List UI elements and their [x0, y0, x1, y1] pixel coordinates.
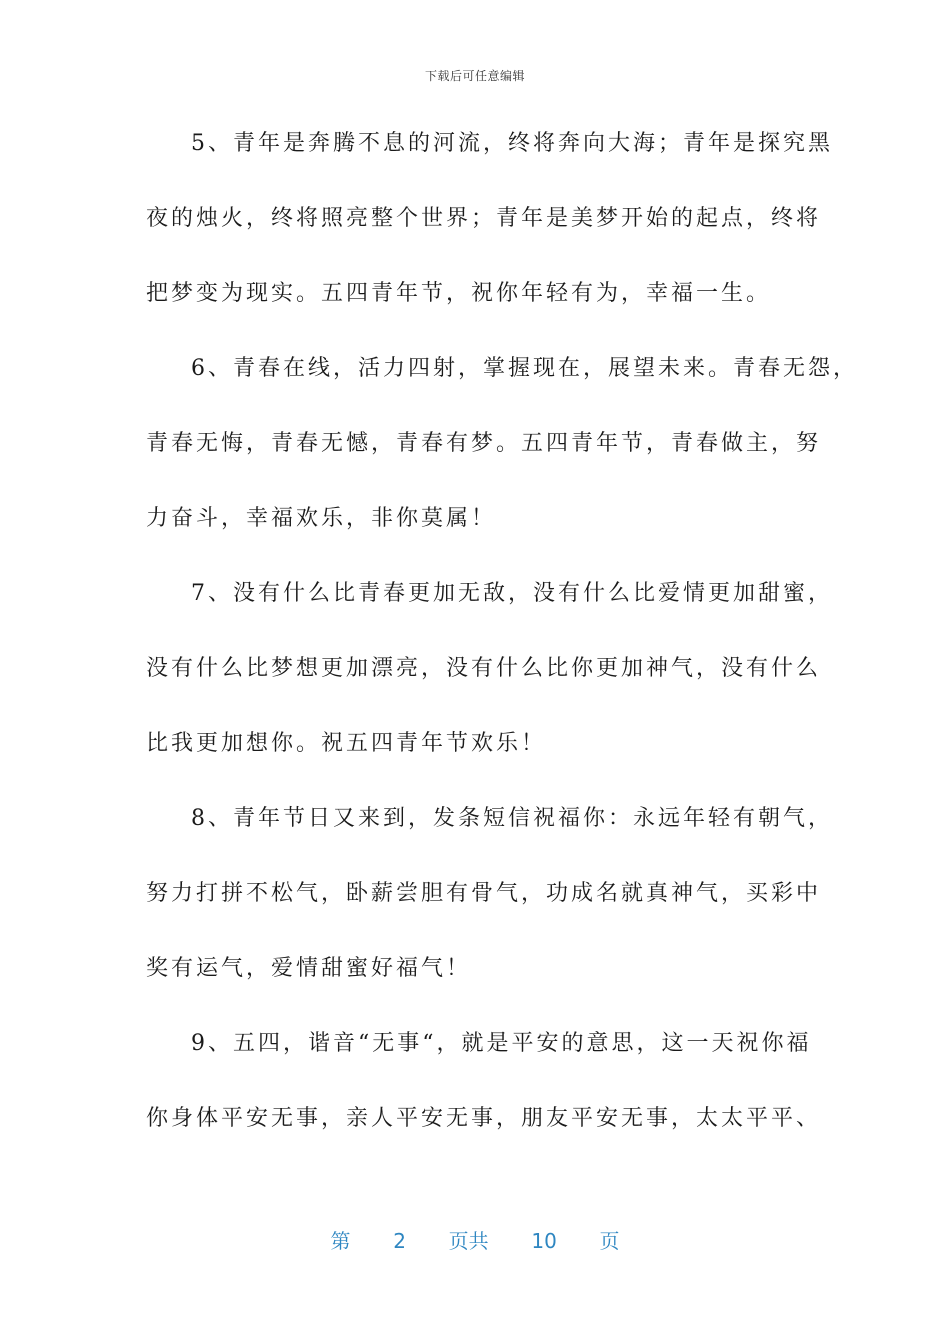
paragraph-6-line-3: 力奋斗，幸福欢乐，非你莫属！	[146, 506, 497, 531]
paragraph-7-line-3: 比我更加想你。祝五四青年节欢乐！	[146, 731, 547, 756]
page-footer	[0, 1225, 950, 1254]
paragraph-8-line-3: 奖有运气，爱情甜蜜好福气！	[146, 956, 472, 981]
paragraph-6-line-2: 青春无悔，青春无憾，青春有梦。五四青年节，青春做主，努	[146, 431, 822, 456]
header-note: 下载后可任意编辑	[424, 69, 525, 83]
page-number: 2	[393, 1229, 406, 1253]
paragraph-6-line-1: 6、青春在线，活力四射，掌握现在，展望未来。青春无怨，	[191, 356, 858, 381]
paragraph-5-line-1: 5、青年是奔腾不息的河流，终将奔向大海；青年是探究黑	[191, 131, 833, 156]
paragraph-9-line-1: 9、五四，谐音“无事“，就是平安的意思，这一天祝你福	[191, 1031, 812, 1056]
paragraph-5-line-2: 夜的烛火，终将照亮整个世界；青年是美梦开始的起点，终将	[146, 206, 822, 231]
total-pages: 10	[531, 1229, 557, 1253]
page-middle: 页共	[448, 1229, 489, 1253]
paragraph-8-line-1: 8、青年节日又来到，发条短信祝福你：永远年轻有朝气，	[191, 806, 833, 831]
paragraph-7-line-1: 7、没有什么比青春更加无敌，没有什么比爱情更加甜蜜，	[191, 581, 833, 606]
paragraph-7-line-2: 没有什么比梦想更加漂亮，没有什么比你更加神气，没有什么	[146, 656, 822, 681]
page-prefix: 第	[330, 1229, 351, 1253]
paragraph-9-line-2: 你身体平安无事，亲人平安无事，朋友平安无事，太太平平、	[146, 1106, 822, 1131]
page-suffix: 页	[599, 1229, 620, 1253]
paragraph-8-line-2: 努力打拼不松气，卧薪尝胆有骨气，功成名就真神气，买彩中	[146, 881, 822, 906]
paragraph-5-line-3: 把梦变为现实。五四青年节，祝你年轻有为，幸福一生。	[146, 281, 772, 306]
